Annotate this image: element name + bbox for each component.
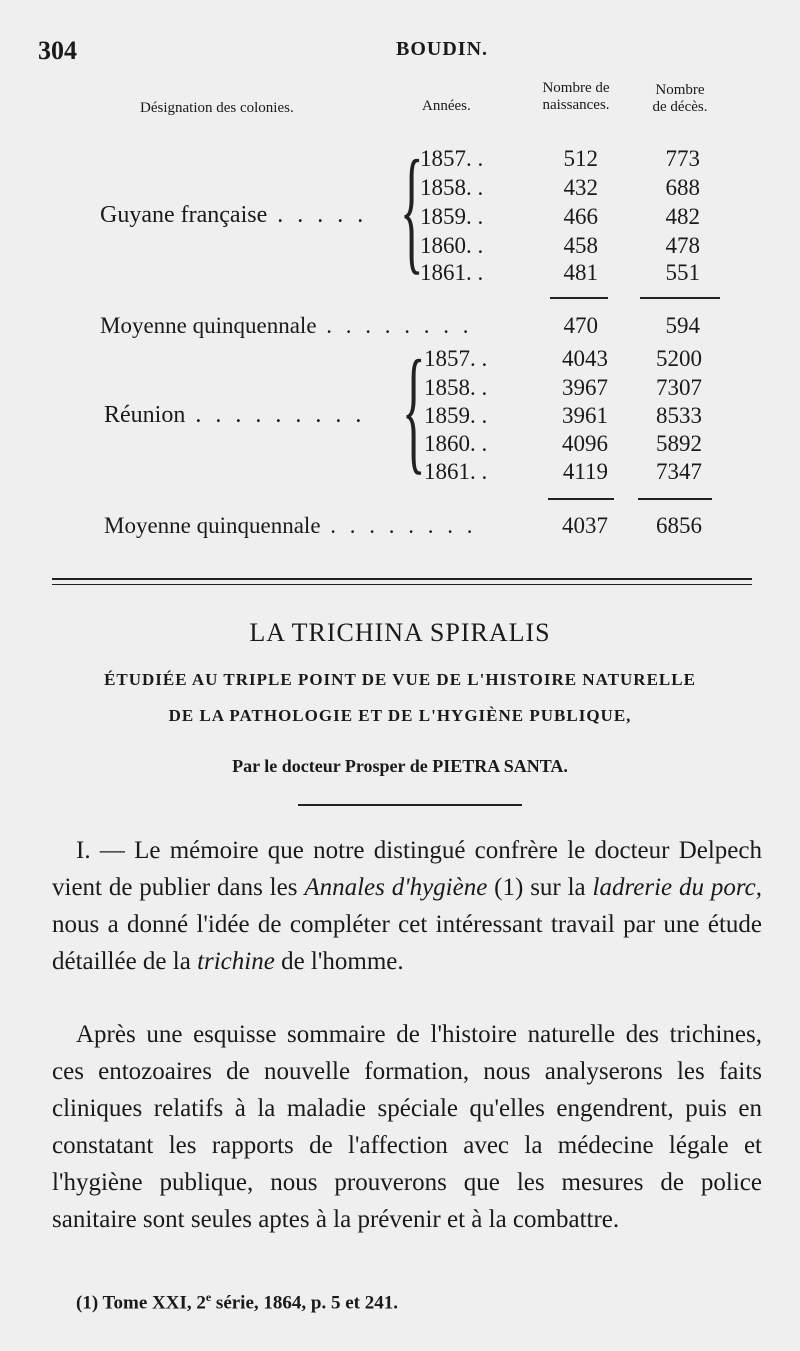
footnote: (1) Tome XXI, 2e série, 1864, p. 5 et 241.	[76, 1290, 398, 1314]
brace-guyane: {	[400, 132, 424, 287]
title-rule	[298, 804, 522, 806]
book-page: 304 BOUDIN. Désignation des colonies. Années. Nombre de naissances. Nombre de décès. Guyane française . . . . . { 1857. . 512 773 1858. . 432 688 1859. . 466 482 1860. . 458 478 1861. . 481 551 Moyenne quinquennale . . . . . . . . 470 594 Réunion . . . . . . . . . { 1857. . 4043 5200 1858. . 3967 7307 1859. . 3961 8533 1860. . 4096 5892 1861. . 4119 7347 Moyenne quinquennale . . . . . . . . 4037 6856 LA TRICHINA SPIRALIS ÉTUDIÉE AU TRIPLE POINT DE VUE DE L'HISTOIRE NATURELLE DE LA PATHOLOGIE ET DE L'HYGIÈNE PUBLIQUE, Par le docteur Prosper de PIETRA SANTA. I. — Le mémoire que notre distingué confrère le docteur Delpech vient de publier dans les Annales d'hygiène (1) sur la ladrerie du porc, nous a donné l'idée de compléter cet intéressant travail par une étude détaillée de la trichine de l'homme. Après une esquisse sommaire de l'histoire naturelle des trichines, ces entozoaires de nouvelle formation, nous analyserons les faits cliniques relatifs à la maladie spéciale qu'elles engendrent, puis en constatant les rapports de l'affection avec la médecine légale et l'hygiène publique, nous prouverons que les mesures de police sanitaire sont seules aptes à la prévenir et à la combattre. (1) Tome XXI, 2e série, 1864, p. 5 et 241.	[0, 0, 800, 1351]
article-byline: Par le docteur Prosper de PIETRA SANTA.	[232, 756, 568, 776]
column-header-designation: Désignation des colonies.	[140, 100, 294, 116]
section-double-rule-top	[52, 578, 752, 580]
colony-label-guyane: Guyane française . . . . .	[100, 202, 368, 228]
running-head: BOUDIN.	[396, 38, 489, 60]
paragraph-2: Après une esquisse sommaire de l'histoire naturelle des trichines, ces entozoaires de nouvelle formation, nous analyserons les faits cliniques relatifs à la maladie spéciale qu'elles engendrent, puis en constatant les rapports de l'affection avec la médecine légale et l'hygiène publique, nous prouverons que les mesures de police sanitaire sont seules aptes à la prévenir et à la combattre.	[52, 1021, 762, 1233]
column-header-annees: Années.	[422, 98, 471, 114]
sum-rule	[638, 498, 712, 500]
sum-rule	[640, 297, 720, 299]
article-title: LA TRICHINA SPIRALIS	[249, 618, 551, 647]
section-double-rule-bottom	[52, 584, 752, 585]
paragraph-1: I. — Le mémoire que notre distingué confrère le docteur Delpech vient de publier dans les Annales d'hygiène (1) sur la ladrerie du porc, nous a donné l'idée de compléter cet intéressant travail par une étude détaillée de la trichine de l'homme.	[52, 837, 763, 975]
page-header	[38, 36, 758, 66]
colony-label-reunion: Réunion . . . . . . . . .	[104, 402, 366, 428]
page-number: 304	[38, 36, 77, 65]
article-subtitle-line1: ÉTUDIÉE AU TRIPLE POINT DE VUE DE L'HISTOIRE NATURELLE	[104, 670, 696, 689]
sum-rule	[550, 297, 608, 299]
sum-rule	[548, 498, 614, 500]
brace-reunion: {	[402, 332, 426, 487]
column-header-deces: Nombre de décès.	[652, 82, 708, 115]
article-subtitle-line2: DE LA PATHOLOGIE ET DE L'HYGIÈNE PUBLIQUE,	[168, 706, 632, 725]
column-header-naissances: Nombre de naissances.	[542, 80, 610, 113]
